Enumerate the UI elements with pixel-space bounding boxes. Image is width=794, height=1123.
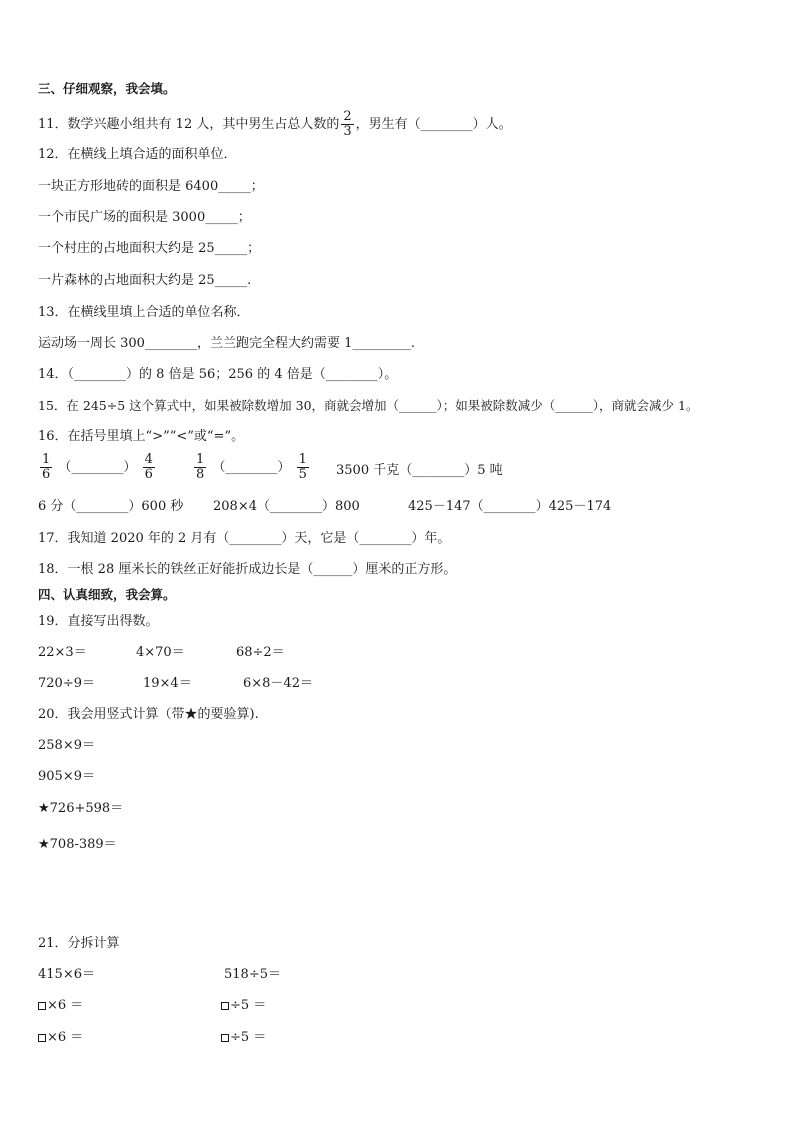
calc-19-5: 19×4＝: [143, 676, 192, 691]
calc-19-4: 720÷9＝: [38, 676, 95, 691]
calc-20-4: ★708-389＝: [38, 837, 117, 852]
calc-21-6: ÷5 ＝: [221, 1030, 266, 1046]
question-12-line-4: 一片森林的占地面积大约是 25_____.: [38, 273, 252, 288]
question-21-title: 21．分拆计算: [38, 936, 120, 951]
question-17: 17．我知道 2020 年的 2 月有（________）天，它是（________）年。: [38, 531, 451, 546]
question-12-line-1: 一块正方形地砖的面积是 6400_____；: [38, 179, 264, 194]
calc-19-3: 68÷2＝: [236, 645, 285, 660]
blank-box-icon: [221, 1034, 229, 1042]
calc-20-2: 905×9＝: [38, 769, 95, 784]
calc-19-1: 22×3＝: [38, 645, 87, 660]
section-3-title: 三、仔细观察，我会填。: [38, 81, 176, 96]
question-19-title: 19．直接写出得数。: [38, 614, 159, 629]
calc-21-3: ×6 ＝: [38, 998, 83, 1014]
question-20-title: 20．我会用竖式计算（带★的要验算).: [38, 707, 259, 722]
question-11: 11．数学兴趣小组共有 12 人，其中男生占总人数的 $\frac{2}{3}$ ，男生有（________）人。: [38, 109, 512, 139]
compare-difference: 425－147（________）425－174: [408, 499, 612, 514]
calc-21-2: 518÷5＝: [224, 967, 281, 982]
calc-21-4: ÷5 ＝: [221, 998, 266, 1014]
blank-box-icon: [221, 1002, 229, 1010]
calc-19-6: 6×8－42＝: [243, 676, 313, 691]
compare-product: 208×4（________）800: [213, 499, 360, 514]
calc-21-1: 415×6＝: [38, 967, 95, 982]
compare-time: 6 分（________）600 秒: [38, 499, 184, 514]
blank-box-icon: [38, 1034, 46, 1042]
section-4-title: 四、认真细致，我会算。: [38, 587, 176, 602]
question-13-title: 13．在横线里填上合适的单位名称．: [38, 305, 250, 320]
fraction-two-thirds: $\frac{2}{3}$: [343, 109, 352, 139]
calc-20-3: ★726+598＝: [38, 801, 124, 816]
compare-fractions-1: $\frac{1}{6}$ （________） $\frac{4}{6}$: [42, 452, 153, 482]
question-13-line: 运动场一周长 300________，兰兰跑完全程大约需要 1_________.: [38, 336, 415, 351]
blank-box-icon: [38, 1002, 46, 1010]
question-15: 15．在 245÷5 这个算式中，如果被除数增加 30，商就会增加（______）；如果被除数减少（______），商就会减少 1。: [38, 398, 699, 413]
question-18: 18．一根 28 厘米长的铁丝正好能折成边长是（______）厘米的正方形。: [38, 562, 457, 577]
calc-21-5: ×6 ＝: [38, 1030, 83, 1046]
question-12-title: 12．在横线上填合适的面积单位．: [38, 147, 237, 162]
compare-fractions-2: $\frac{1}{8}$ （________） $\frac{1}{5}$: [196, 452, 307, 482]
question-16-title: 16．在括号里填上“>”“<”或“=”。: [38, 429, 245, 444]
calc-20-1: 258×9＝: [38, 738, 95, 753]
question-12-line-2: 一个市民广场的面积是 3000_____；: [38, 210, 251, 225]
calc-19-2: 4×70＝: [136, 645, 185, 660]
question-12-line-3: 一个村庄的占地面积大约是 25_____；: [38, 241, 261, 256]
question-14: 14．（________）的 8 倍是 56；256 的 4 倍是（________）。: [38, 367, 398, 382]
compare-weight: 3500 千克（________）5 吨: [336, 463, 503, 478]
